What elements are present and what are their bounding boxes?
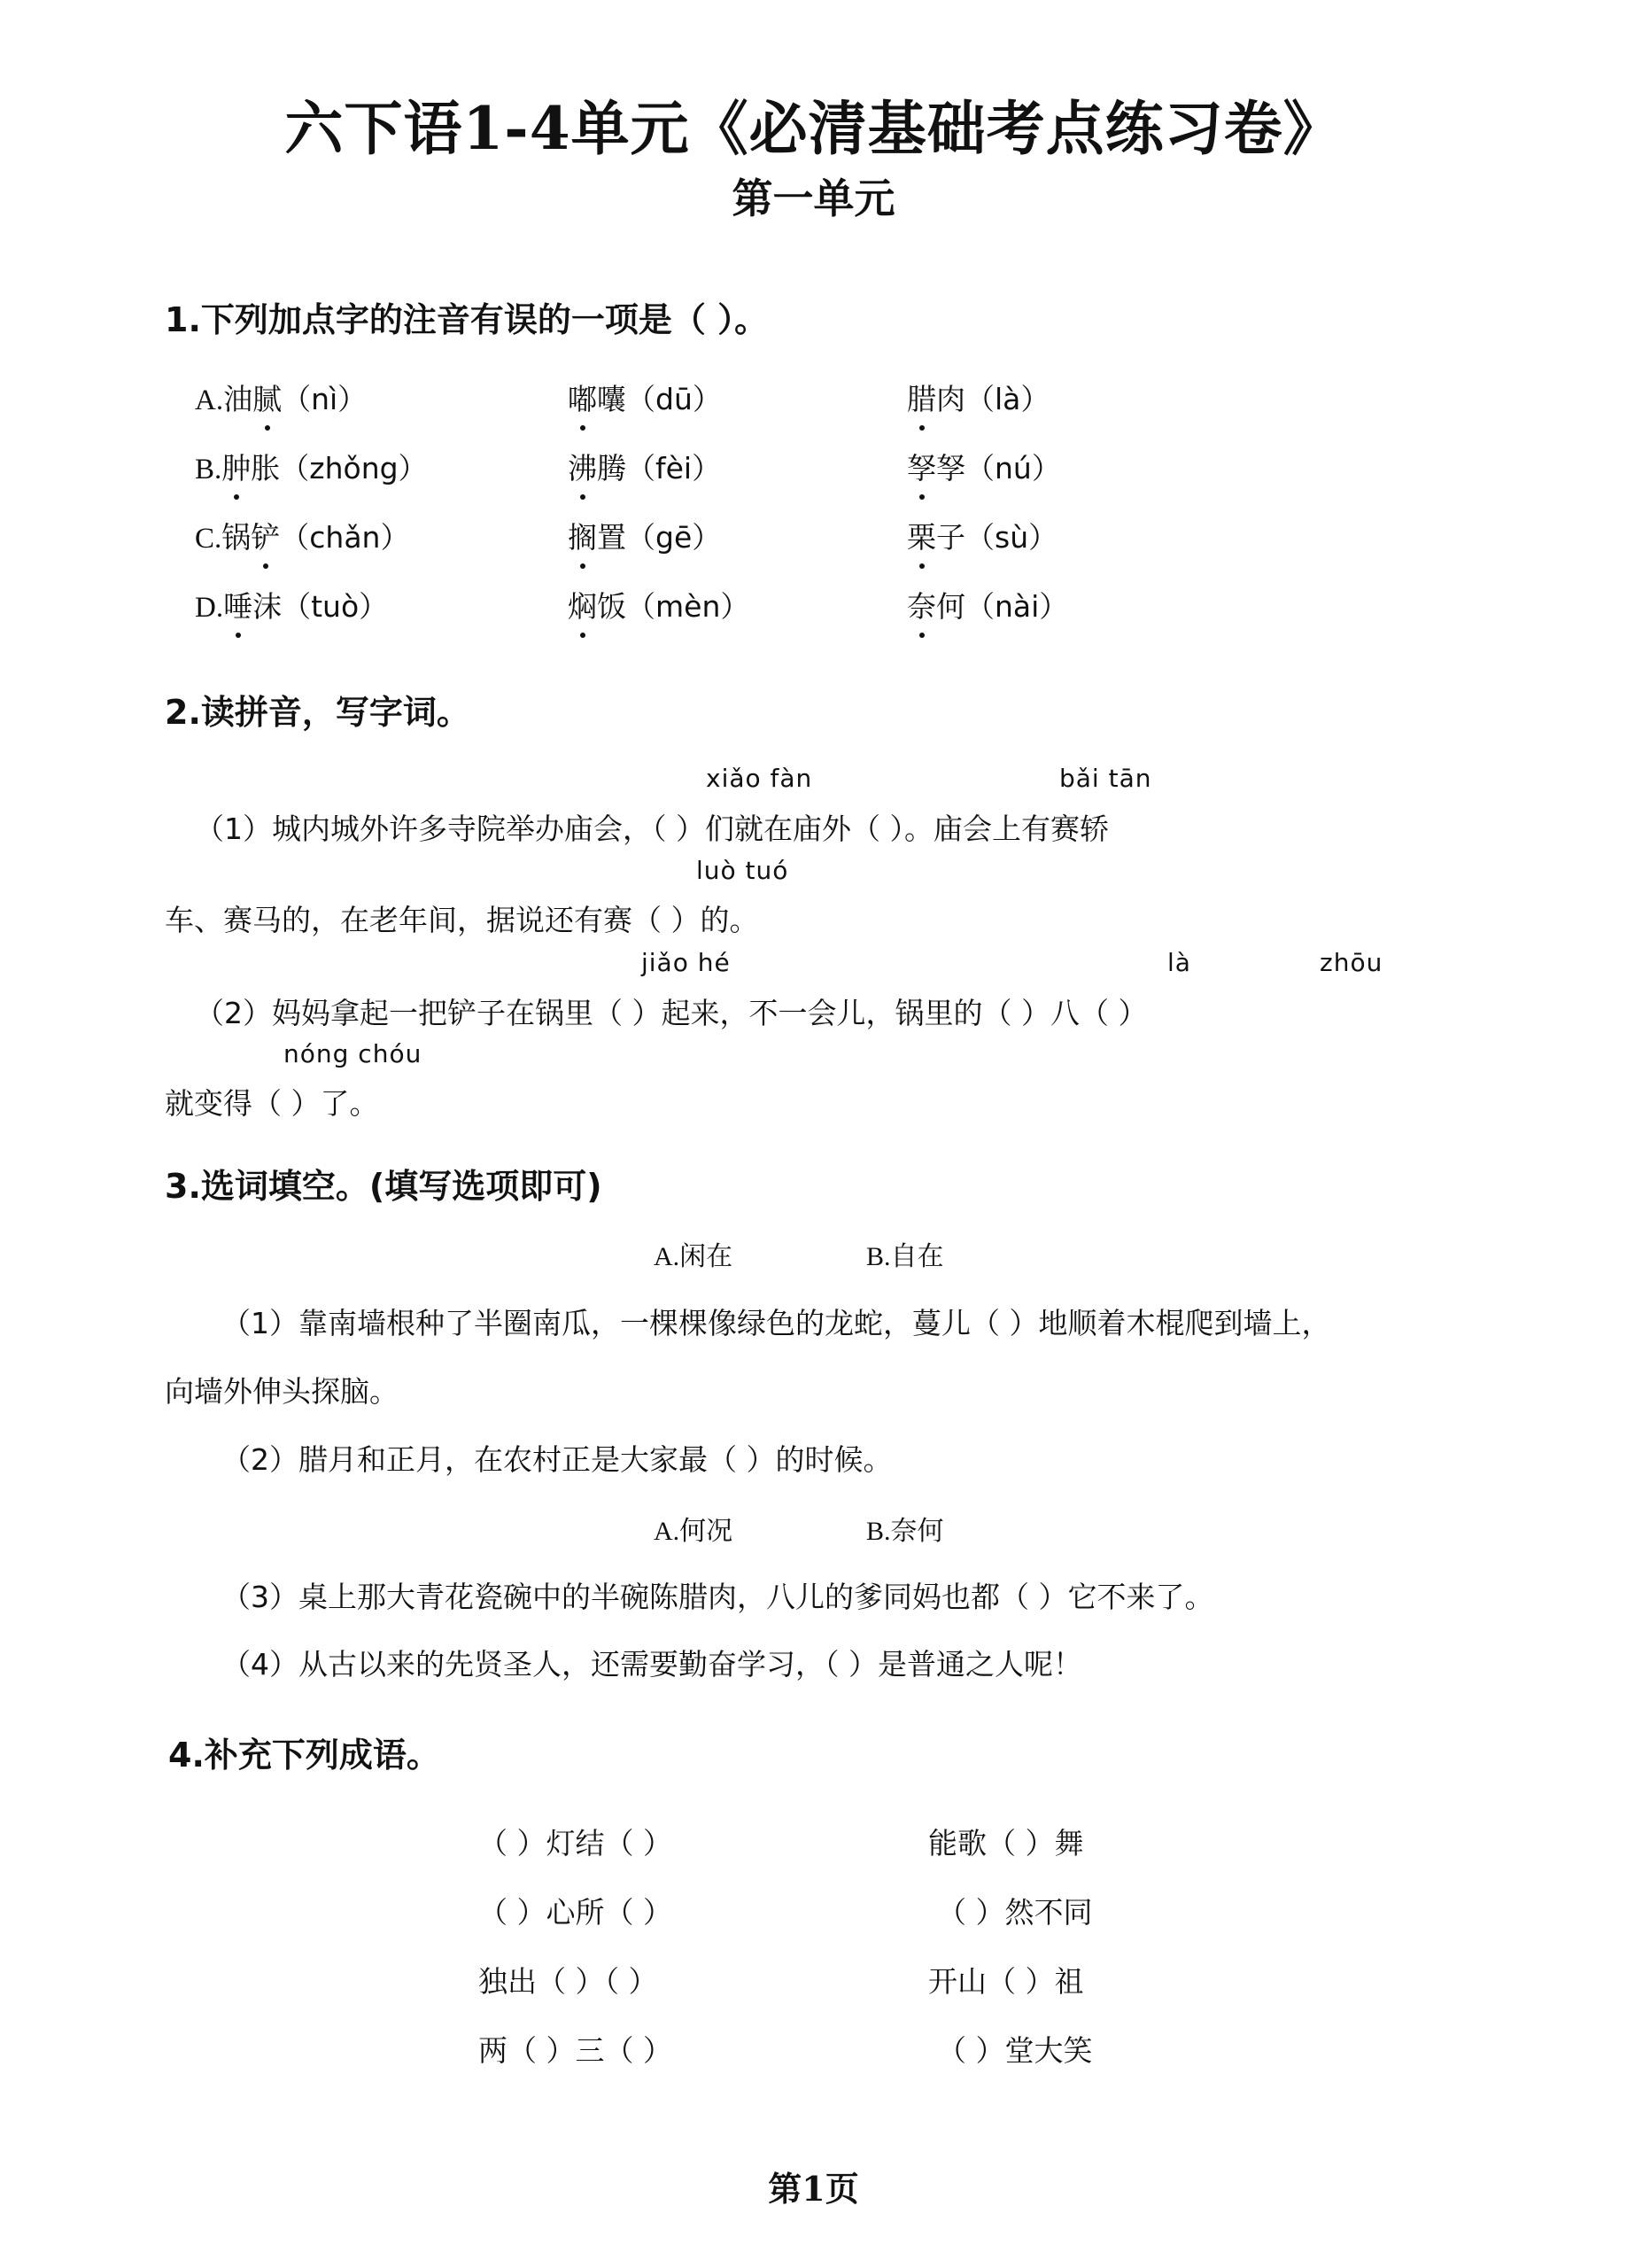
q3-heading: 3.选词填空。(填写选项即可) [165,1167,602,1206]
option-letter: A. [195,384,224,416]
dotted-character: 沸 [568,446,597,487]
word-suffix: 沫 [252,589,283,624]
pinyin-annotation: （mèn） [626,589,750,624]
idiom-left-1: （ ）灯结（ ） [478,1826,672,1860]
q3-item-1-cont: 向墙外伸头探脑。 [165,1374,399,1409]
pinyin-annotation: （dū） [626,382,722,416]
dotted-character: 搁 [568,515,597,556]
page-title: 六下语1-4单元《必清基础考点练习卷》 [284,94,1343,163]
q1-option-a-1 [195,377,367,418]
dotted-character: 腊 [907,377,936,418]
pinyin-annotation: （fèi） [626,451,722,485]
pinyin-jiaohe: jiǎo hé [641,948,731,977]
dotted-character: 焖 [568,584,597,625]
pinyin-la: là [1167,948,1191,977]
page-number: 第1页 [768,2169,859,2209]
idiom-left-3: 独出（ ）（ ） [478,1964,658,1999]
q1-option-d-1 [195,584,388,625]
pinyin-annotation: （nài） [965,589,1069,624]
q1-option-b-2 [568,446,721,487]
pinyin-annotation: （tuò） [282,589,389,624]
word-suffix: 置 [597,520,626,555]
idiom-right-4: （ ）堂大笑 [937,2033,1093,2068]
dotted-character: 肿 [221,446,251,487]
q3-item-1: （1）靠南墙根种了半圈南瓜，一棵棵像绿色的龙蛇，蔓儿（ ）地顺着木棍爬到墙上， [221,1306,1331,1340]
q1-option-d-3 [907,584,1068,625]
q2-line-2: 车、赛马的，在老年间，据说还有赛（ ）的。 [165,903,759,937]
dotted-character: 奈 [907,584,936,625]
q1-option-a-2 [568,377,722,418]
option-letter: D. [195,592,224,624]
word-prefix: 锅 [221,520,252,555]
pinyin-annotation: （sù） [965,520,1058,555]
pinyin-luotuo: luò tuó [696,856,789,885]
pinyin-nongchou: nóng chóu [283,1039,422,1068]
q3-choice-b2: B.奈何 [866,1517,944,1546]
pinyin-annotation: （gē） [626,520,722,555]
word-suffix: 肉 [936,382,965,416]
q2-line-1: （1）城内城外许多寺院举办庙会，（ ）们就在庙外（ ）。庙会上有赛轿 [195,812,1109,846]
q1-option-d-2 [568,584,749,625]
word-suffix: 囔 [597,382,626,416]
idiom-left-2: （ ）心所（ ） [478,1895,672,1930]
q1-option-b-3 [907,446,1061,487]
option-letter: C. [195,523,222,555]
q1-option-b-1 [195,446,428,487]
pinyin-annotation: （là） [965,382,1050,416]
q4-heading: 4.补充下列成语。 [168,1736,440,1775]
q1-option-a-3 [907,377,1050,418]
dotted-character: 铲 [251,515,280,556]
q3-choice-a2: A.何况 [654,1517,733,1546]
q2-heading: 2.读拼音，写字词。 [165,693,470,732]
idiom-right-3: 开山（ ）祖 [928,1964,1084,1999]
dotted-character: 腻 [252,377,282,418]
q3-item-4: （4）从古以来的先贤圣人，还需要勤奋学习，（ ）是普通之人呢！ [221,1647,1082,1682]
q3-choice-a1: A.闲在 [654,1242,733,1271]
pinyin-annotation: （chǎn） [280,520,410,555]
idiom-left-4: 两（ ）三（ ） [478,2033,672,2068]
q3-item-2: （2）腊月和正月，在农村正是大家最（ ）的时候。 [221,1442,893,1477]
q2-line-4: 就变得（ ）了。 [165,1086,379,1121]
word-suffix: 腾 [597,451,626,485]
word-suffix: 子 [936,520,965,555]
q1-heading: 1.下列加点字的注音有误的一项是（ ）。 [165,300,769,339]
dotted-character: 栗 [907,515,936,556]
idiom-right-2: （ ）然不同 [937,1895,1093,1930]
idiom-right-1: 能歌（ ）舞 [928,1826,1084,1860]
q3-item-3: （3）桌上那大青花瓷碗中的半碗陈腊肉，八儿的爹同妈也都（ ）它不来了。 [221,1580,1214,1614]
dotted-character: 孥 [907,446,936,487]
word-suffix: 胀 [251,451,281,485]
q1-option-c-1 [195,515,409,556]
dotted-character: 嘟 [568,377,597,418]
pinyin-xiaofan: xiǎo fàn [706,764,813,793]
word-suffix: 饭 [597,589,626,624]
q2-line-3: （2）妈妈拿起一把铲子在锅里（ ）起来，不一会儿，锅里的（ ）八（ ） [195,996,1148,1030]
option-letter: B. [195,454,222,485]
dotted-character: 唾 [223,584,252,625]
word-suffix: 何 [936,589,965,624]
q1-option-c-2 [568,515,721,556]
word-prefix: 油 [223,382,253,416]
pinyin-annotation: （nì） [282,382,368,416]
q1-option-c-3 [907,515,1058,556]
q3-choice-b1: B.自在 [866,1242,944,1271]
word-suffix: 孥 [936,451,965,485]
pinyin-annotation: （zhǒng） [280,451,428,485]
pinyin-zhou: zhōu [1320,948,1383,977]
pinyin-baitan: bǎi tān [1059,764,1152,793]
unit-subtitle: 第一单元 [732,175,895,222]
pinyin-annotation: （nú） [965,451,1061,485]
